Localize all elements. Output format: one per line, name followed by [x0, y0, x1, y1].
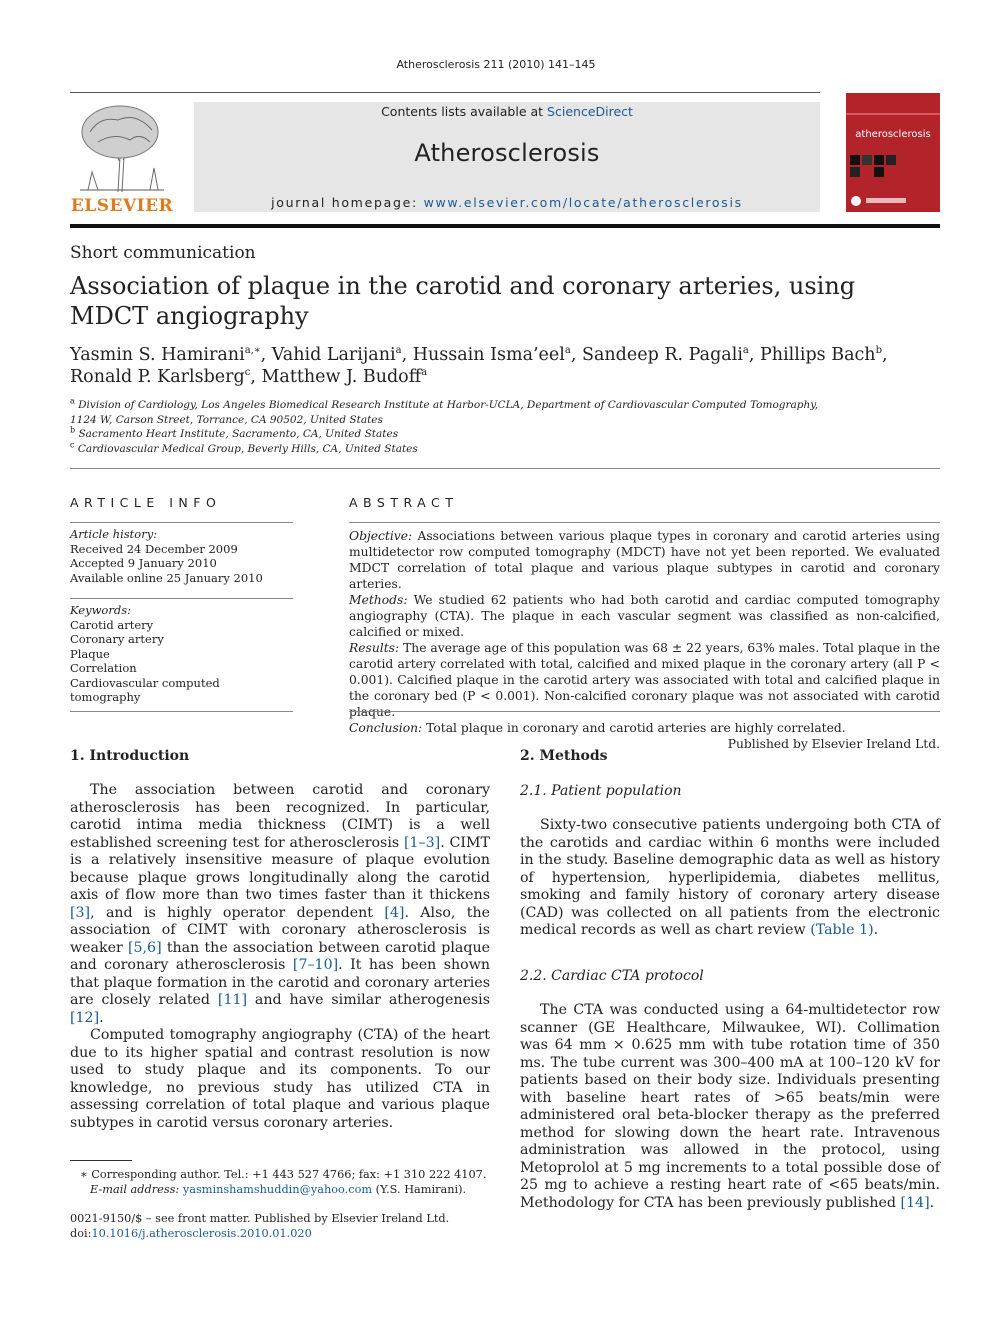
- text-run: . Also, the association of CIMT with coronary atherosclerosis is weaker: [70, 904, 490, 956]
- text-run: , and is highly operator dependent: [90, 904, 385, 921]
- cta-protocol-body: [520, 1002, 940, 1212]
- homepage-link[interactable]: www.elsevier.com/locate/atherosclerosis: [423, 195, 743, 210]
- intro-paragraph-2: Computed tomography angiography (CTA) of the heart due to its higher spatial and contrast resolution is now used to study plaque and its components. To our knowledge, no previous study has utilized CTA in assessing correlation of total plaque and various plaque subtypes in carotid versus coronary arteries.: [70, 1027, 490, 1131]
- article-info-bottom-rule: [70, 711, 293, 712]
- keyword: Cardiovascular computed tomography: [70, 675, 220, 704]
- author-list: Yasmin S. Hamirani$^{a,∗}$, Vahid Larijani$^a$, Hussain Isma’eel$^a$, Sandeep R. Pagali$^a$, Phillips Bach$^b$, Ronald P. Karlsberg$^c$, Matthew J. Budoff$^a$: [70, 345, 888, 387]
- cta-protocol-heading: 2.2. Cardiac CTA protocol: [520, 968, 704, 984]
- keyword: Carotid artery: [70, 617, 154, 632]
- section-rule: [70, 468, 940, 469]
- email-link[interactable]: yasminshamshuddin@yahoo.com: [182, 1183, 373, 1196]
- journal-title: Atherosclerosis: [414, 139, 600, 167]
- article-type: Short communication: [70, 243, 256, 263]
- text-run: Sixty-two consecutive patients undergoing both CTA of the carotids and cardiac within 6 months were included in the study. Baseline demographic data as well as history of hypertension, hyperlipidemia, diabetes mellitus, smoking and family history of coronary artery disease (CAD) was collected on all patients from the electronic medical records as well as chart review: [520, 817, 940, 938]
- abstract-heading: ABSTRACT: [349, 495, 459, 510]
- article-info-heading: ARTICLE INFO: [70, 495, 222, 510]
- intro-paragraph-1: [70, 782, 490, 1027]
- reference-link[interactable]: [3]: [70, 904, 91, 921]
- article-history: Article history: Received 24 December 2009 Accepted 9 January 2010 Available online 25 January 2010: [70, 527, 263, 585]
- abstract-body: Objective: Associations between various plaque types in coronary and carotid arteries using multidetector row computed tomography (MDCT) have not yet been reported. We evaluated MDCT correlation of total plaque and various plaque subtypes in carotid and coronary arteries. Methods: We studied 62 patients who had both carotid and cardiac computed tomography angiography (CTA). The plaque in each vascular segment was classified as non-calcified, calcified or mixed. Results: The average age of this population was 68 ± 22 years, 63% males. Total plaque in the carotid artery correlated with total, calcified and mixed plaque in the coronary artery (all P < 0.001). Calcified plaque in the carotid artery was associated with total and calcified plaque in the coronary bed (P < 0.001). Non-calcified coronary plaque was not associated with carotid plaque. Conclusion: Total plaque in coronary and carotid arteries are highly correlated. Published by Elsevier Ireland Ltd.: [349, 529, 940, 751]
- text-run: The association between carotid and coronary atherosclerosis has been recognized. In particular, carotid intima media thickness (CIMT) is a well established screening test for atherosclerosis: [70, 782, 490, 851]
- text-run: .: [99, 1009, 104, 1026]
- reference-link[interactable]: [12]: [70, 1009, 100, 1026]
- reference-link[interactable]: (Table 1): [810, 922, 874, 938]
- journal-homepage: [194, 195, 820, 210]
- contents-prefix: Contents lists available at: [381, 104, 548, 119]
- keywords: Keywords: Carotid artery Coronary artery Plaque Correlation Cardiovascular computed tomography: [70, 603, 293, 705]
- keyword: Plaque: [70, 646, 110, 661]
- author[interactable]: Sandeep R. Pagali$^a$: [581, 345, 749, 365]
- footnote-rule: [70, 1160, 132, 1161]
- contents-line: [194, 104, 820, 119]
- journal-citation: Atherosclerosis 211 (2010) 141–145: [396, 58, 596, 71]
- abstract-rule: [349, 522, 940, 523]
- patient-population-body: [520, 817, 940, 940]
- cover-title: atherosclerosis: [855, 129, 931, 140]
- text-run: than the association between carotid plaque and coronary atherosclerosis: [70, 939, 490, 973]
- homepage-prefix: journal homepage:: [271, 195, 424, 210]
- author[interactable]: Phillips Bach$^b$: [760, 345, 882, 365]
- intro-heading: 1. Introduction: [70, 748, 190, 764]
- reference-link[interactable]: [5,6]: [127, 939, 162, 956]
- author[interactable]: Matthew J. Budoff$^a$: [261, 367, 428, 387]
- sciencedirect-link[interactable]: ScienceDirect: [547, 104, 633, 119]
- published-by: Published by Elsevier Ireland Ltd.: [727, 737, 940, 751]
- journal-cover-image: [846, 93, 940, 212]
- doi-link[interactable]: 10.1016/j.atherosclerosis.2010.01.020: [91, 1227, 312, 1240]
- keyword: Coronary artery: [70, 632, 164, 646]
- methods-heading: 2. Methods: [520, 748, 608, 764]
- keyword: Correlation: [70, 661, 137, 675]
- header-rule: [70, 92, 820, 93]
- text-run: . It has been shown that plaque formation in the carotid and coronary arteries are closely related: [70, 957, 490, 1008]
- author[interactable]: Hussain Isma’eel$^a$: [412, 345, 571, 365]
- text-run: .: [873, 922, 879, 938]
- intro-body: [70, 782, 490, 1132]
- text-run: . CIMT is a relatively insensitive measure of plaque evolution because plaque grows longitudinally along the carotid axis of flow more than two times faster than it thickens: [70, 834, 490, 903]
- affiliation: 1124 W, Carson Street, Torrance, CA 90502, United States: [70, 413, 383, 426]
- corresponding-footnote: ∗ Corresponding author. Tel.: +1 443 527 4766; fax: +1 310 222 4107. E-mail address: yasminshamshuddin@yahoo.com (Y.S. Hamirani).: [80, 1168, 487, 1196]
- author[interactable]: Vahid Larijani$^a$: [271, 345, 402, 365]
- keywords-rule: [70, 598, 293, 599]
- reference-link[interactable]: [11]: [217, 992, 248, 1008]
- abstract-bottom-rule: [349, 711, 940, 712]
- issn-line: 0021-9150/$ – see front matter. Published by Elsevier Ireland Ltd.: [70, 1212, 450, 1225]
- reference-link[interactable]: [1–3]: [403, 834, 441, 851]
- author[interactable]: Ronald P. Karlsberg$^c$: [70, 367, 251, 387]
- affiliation: $^b$ Sacramento Heart Institute, Sacramento, CA, United States: [70, 425, 399, 440]
- affiliations: [70, 398, 930, 456]
- patient-population-heading: 2.1. Patient population: [520, 783, 682, 799]
- article-title: Association of plaque in the carotid and coronary arteries, using MDCT angiography: [70, 272, 856, 330]
- cta-protocol-paragraph: [520, 1002, 940, 1212]
- text-run: and have similar atherogenesis: [247, 992, 490, 1008]
- patient-population-paragraph: [520, 817, 940, 940]
- affiliation: $^c$ Cardiovascular Medical Group, Beverly Hills, CA, United States: [70, 440, 418, 455]
- reference-link[interactable]: [7–10]: [292, 957, 339, 973]
- doi-line: doi:10.1016/j.atherosclerosis.2010.01.020: [70, 1227, 312, 1240]
- affiliation: $^a$ Division of Cardiology, Los Angeles Biomedical Research Institute at Harbor-UCLA, Department of Cardiovascular Computed Tomography,: [70, 396, 819, 411]
- reference-link[interactable]: [14]: [900, 1194, 930, 1211]
- article-info-rule: [70, 522, 293, 523]
- publisher-logo-text: ELSEVIER: [70, 196, 174, 216]
- reference-link[interactable]: [4]: [384, 904, 405, 921]
- text-run: The CTA was conducted using a 64-multidetector row scanner (GE Healthcare, Milwaukee, WI). Collimation was 64 mm × 0.625 mm with tube rotation time of 350 ms. The tube current was 300–400 mA at 100–120 kV for patients based on their body size. Individuals presenting with baseline heart rates of >65 beats/min were administered oral beta-blocker therapy as the preferred method for slowing down the heart rate. Intravenous administration was allowed in the protocol, using Metoprolol at 5 mg increments to a total possible dose of 25 mg to achieve a resting heart rate of <65 beats/min. Methodology for CTA has been previously published: [520, 1002, 940, 1211]
- page-footer: [70, 1211, 490, 1241]
- masthead-rule: [70, 224, 940, 228]
- text-run: .: [929, 1194, 935, 1211]
- author[interactable]: Yasmin S. Hamirani$^{a,∗}$: [70, 345, 261, 365]
